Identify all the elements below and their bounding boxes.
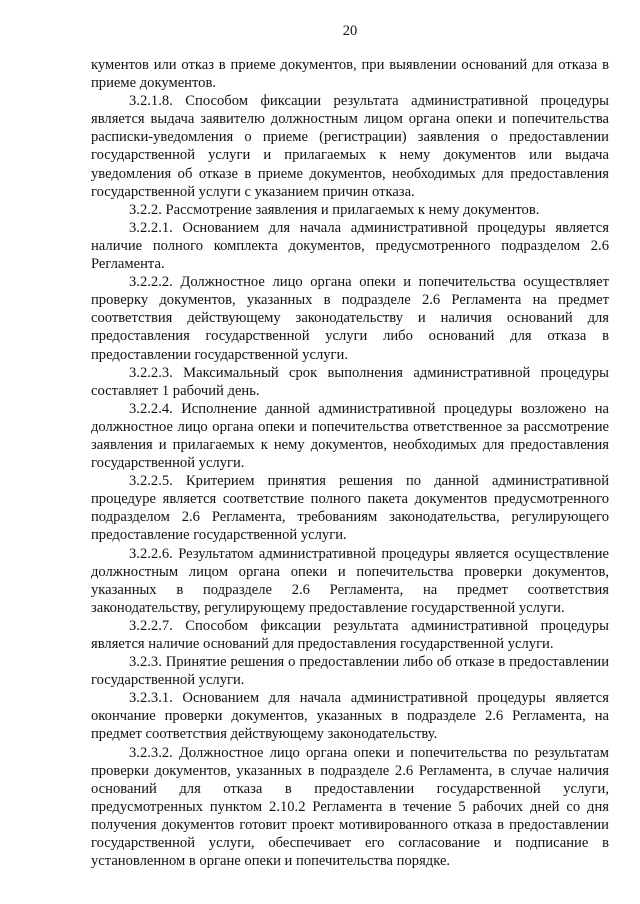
paragraph-3-2-2-5: 3.2.2.5. Критерием принятия решения по данной административной процедуре является соответствие полного пакета документов предусмотренного подразделом 2.6 Регламента, требованиям законодательства, регулирующего предоставление государственной услуги.	[91, 473, 609, 544]
paragraph-3-2-2-6: 3.2.2.6. Результатом административной процедуры является осуществление должностным лицом органа опеки и попечительства проверки документов, указанных в подразделе 2.6 Регламента, на предмет соответствия законодательству, регулирующему предоставление государственной услуги.	[91, 545, 609, 616]
document-body	[91, 56, 609, 870]
paragraph-3-2-2-7: 3.2.2.7. Способом фиксации результата административной процедуры является наличие оснований для предоставления государственной услуги.	[91, 617, 609, 652]
paragraph-3-2-3-1: 3.2.3.1. Основанием для начала административной процедуры является окончание проверки документов, указанных в подразделе 2.6 Регламента, на предмет соответствия действующему законодательству.	[91, 690, 609, 743]
paragraph-3-2-3-2: 3.2.3.2. Должностное лицо органа опеки и попечительства по результатам проверки документов, указанных в подразделе 2.6 Регламента, в случае наличия оснований для отказа в предоставлении государственной услуги, предусмотренных пунктом 2.10.2 Регламента в течение 5 рабочих дней со дня получения документов готовит проект мотивированного отказа в предоставлении государственной услуги, обеспечивает его согласование и подписание в установленном в органе опеки и попечительства порядке.	[91, 744, 609, 870]
paragraph-3-2-2-4: 3.2.2.4. Исполнение данной административной процедуры возложено на должностное лицо органа опеки и попечительства ответственное за рассмотрение заявления и прилагаемых к нему документов, необходимых для предоставления государственной услуги.	[91, 400, 609, 472]
section-heading-3-2-3: 3.2.3. Принятие решения о предоставлении либо об отказе в предоставлении государственной услуги.	[91, 654, 609, 689]
paragraph-3-2-2-1: 3.2.2.1. Основанием для начала административной процедуры является наличие полного комплекта документов, предусмотренного подразделом 2.6 Регламента.	[91, 219, 609, 273]
section-heading-3-2-2: 3.2.2. Рассмотрение заявления и прилагаемых к нему документов.	[129, 201, 540, 218]
paragraph-3-2-2-3: 3.2.2.3. Максимальный срок выполнения административной процедуры составляет 1 рабочий день.	[91, 364, 609, 399]
paragraph-continuation: кументов или отказ в приеме документов, при выявлении оснований для отказа в приеме документов.	[91, 57, 609, 92]
page-number: 20	[342, 23, 358, 39]
paragraph-3-2-2-2: 3.2.2.2. Должностное лицо органа опеки и попечительства осуществляет проверку документов, указанных в подразделе 2.6 Регламента на предмет соответствия действующему законодательству и наличия оснований для предоставления государственной услуги либо оснований для отказа в предоставлении государственной услуги.	[91, 274, 609, 363]
paragraph-3-2-1-8: 3.2.1.8. Способом фиксации результата административной процедуры является выдача заявителю должностным лицом органа опеки и попечительства расписки-уведомления о приеме (регистрации) заявления о предоставлении государственной услуги и прилагаемых к нему документов или выдача уведомления об отказе в приеме документов, необходимых для предоставления государственной услуги с указанием причин отказа.	[91, 93, 609, 200]
